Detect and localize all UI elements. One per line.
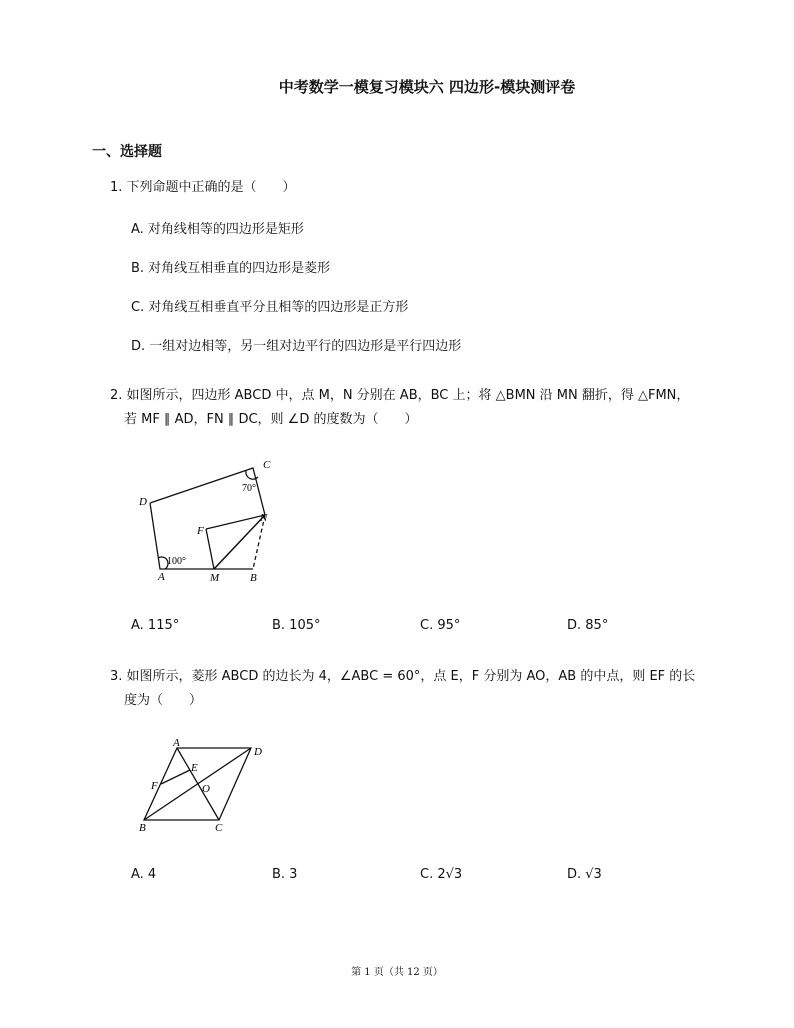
- q3-option-a: A. 4: [131, 867, 157, 882]
- question-2-line1: 2. 如图所示，四边形 ABCD 中，点 M，N 分别在 AB，BC 上；将 △BMN 沿 MN 翻折，得 △FMN，: [110, 388, 690, 403]
- section-heading: 一、选择题: [92, 144, 162, 160]
- label-a: A: [173, 737, 180, 749]
- label-c: C: [215, 822, 223, 834]
- q3-option-b: B. 3: [272, 867, 298, 882]
- label-m: M: [210, 572, 220, 584]
- label-b: B: [139, 822, 146, 834]
- q3-option-d: D. √3: [567, 867, 602, 882]
- rhombus-figure: [135, 735, 270, 835]
- label-n: N: [260, 512, 268, 524]
- q1-option-b: B. 对角线互相垂直的四边形是菱形: [131, 261, 331, 276]
- label-angle-100: 100°: [167, 556, 186, 567]
- label-d: D: [139, 496, 147, 508]
- q3-option-c: C. 2√3: [420, 867, 463, 882]
- label-e: E: [191, 762, 198, 774]
- label-f: F: [151, 780, 158, 792]
- label-o: O: [202, 783, 210, 795]
- q1-option-a: A. 对角线相等的四边形是矩形: [131, 222, 304, 237]
- question-1-text: 1. 下列命题中正确的是（ ）: [110, 180, 296, 195]
- label-c: C: [263, 459, 271, 471]
- label-a: A: [158, 571, 165, 583]
- q2-option-a: A. 115°: [131, 618, 180, 633]
- label-angle-70: 70°: [242, 483, 256, 494]
- q2-option-c: C. 95°: [420, 618, 461, 633]
- label-b: B: [250, 572, 257, 584]
- page-title: 中考数学一模复习模块六 四边形-模块测评卷: [278, 78, 576, 96]
- question-3-line1: 3. 如图所示，菱形 ABCD 的边长为 4，∠ABC = 60°，点 E，F 分别为 AO，AB 的中点，则 EF 的长: [110, 669, 696, 684]
- q1-option-d: D. 一组对边相等，另一组对边平行的四边形是平行四边形: [131, 339, 462, 354]
- q2-option-b: B. 105°: [272, 618, 321, 633]
- question-2-line2: 若 MF ∥ AD，FN ∥ DC，则 ∠D 的度数为（ ）: [124, 412, 418, 427]
- segment-mf: [206, 529, 214, 569]
- q2-option-d: D. 85°: [567, 618, 609, 633]
- segment-mn: [214, 515, 265, 569]
- page-footer: 第 1 页（共 12 页）: [351, 967, 443, 978]
- quadrilateral-figure: [130, 455, 290, 590]
- angle-c-arc: [246, 471, 258, 479]
- q1-option-c: C. 对角线互相垂直平分且相等的四边形是正方形: [131, 300, 409, 315]
- label-d: D: [254, 746, 262, 758]
- segment-fn: [206, 515, 265, 529]
- question-3-line2: 度为（ ）: [124, 693, 203, 708]
- label-f: F: [197, 525, 204, 537]
